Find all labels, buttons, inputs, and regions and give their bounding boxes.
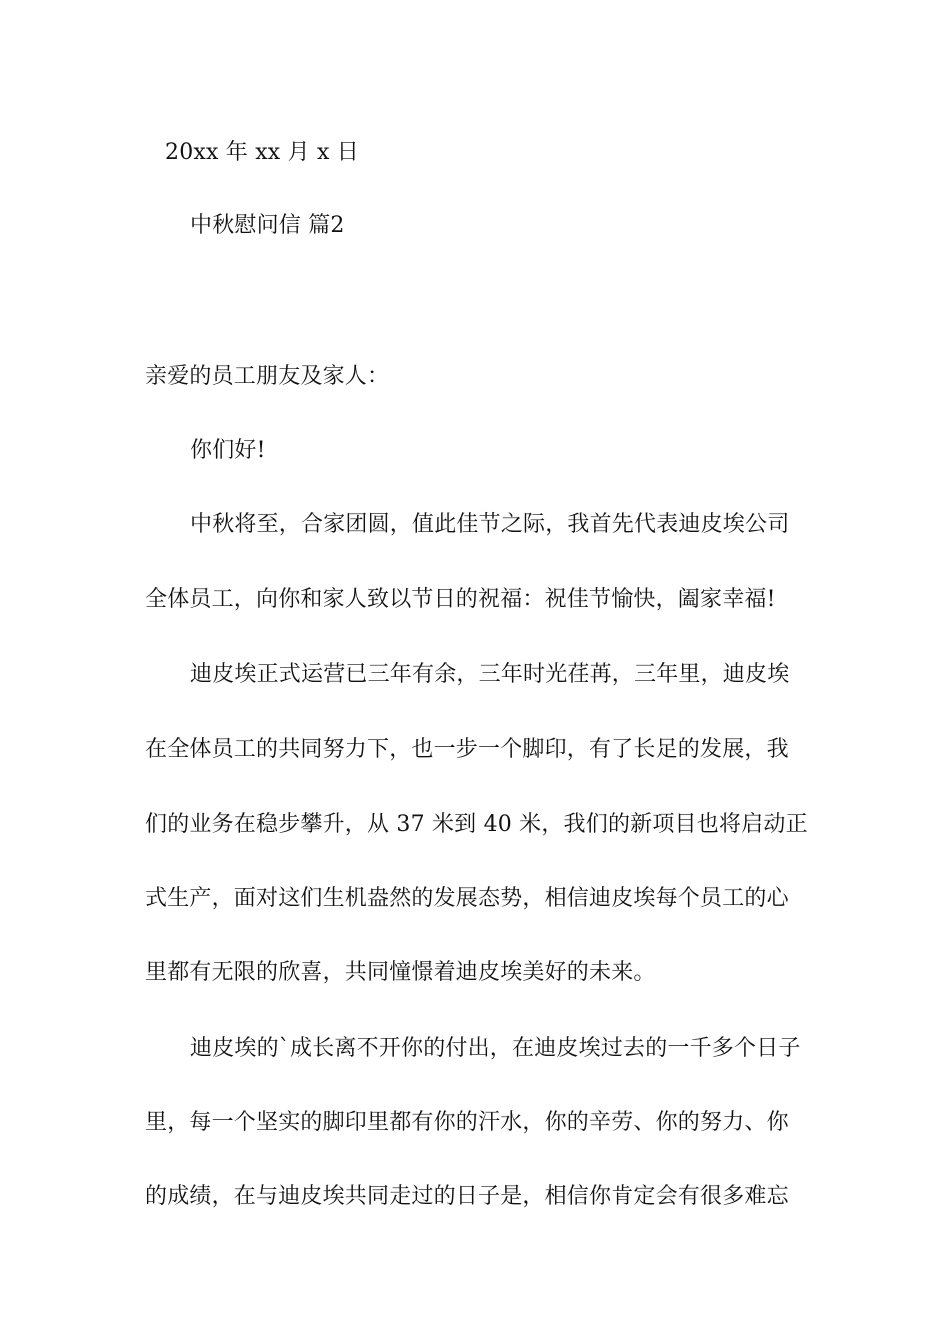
paragraph-3-line-3: 的成绩，在与迪皮埃共同走过的日子是，相信你肯定会有很多难忘 — [145, 1184, 789, 1209]
paragraph-1-line-1: 中秋将至，合家团圆，值此佳节之际，我首先代表迪皮埃公司 — [190, 512, 790, 537]
paragraph-2-line-4: 式生产，面对这们生机盎然的发展态势，相信迪皮埃每个员工的心 — [145, 886, 789, 911]
paragraph-2-line-2: 在全体员工的共同努力下，也一步一个脚印，有了长足的发展，我 — [145, 737, 789, 762]
paragraph-3-line-1: 迪皮埃的`成长离不开你的付出，在迪皮埃过去的一千多个日子 — [190, 1036, 801, 1061]
date-line: 20xx 年 xx 月 x 日 — [165, 140, 359, 165]
paragraph-2-line-3: 们的业务在稳步攀升，从 37 米到 40 米，我们的新项目也将启动正 — [145, 812, 808, 837]
greeting: 你们好! — [190, 438, 266, 463]
paragraph-2-line-5: 里都有无限的欣喜，共同憧憬着迪皮埃美好的未来。 — [145, 960, 656, 985]
section-title: 中秋慰问信 篇2 — [190, 213, 345, 238]
paragraph-2-line-1: 迪皮埃正式运营已三年有余，三年时光荏苒，三年里，迪皮埃 — [190, 662, 790, 687]
salutation: 亲爱的员工朋友及家人： — [145, 364, 390, 389]
paragraph-1-line-2: 全体员工，向你和家人致以节日的祝福：祝佳节愉快，阖家幸福! — [145, 587, 776, 612]
paragraph-3-line-2: 里，每一个坚实的脚印里都有你的汗水，你的辛劳、你的努力、你 — [145, 1110, 789, 1135]
